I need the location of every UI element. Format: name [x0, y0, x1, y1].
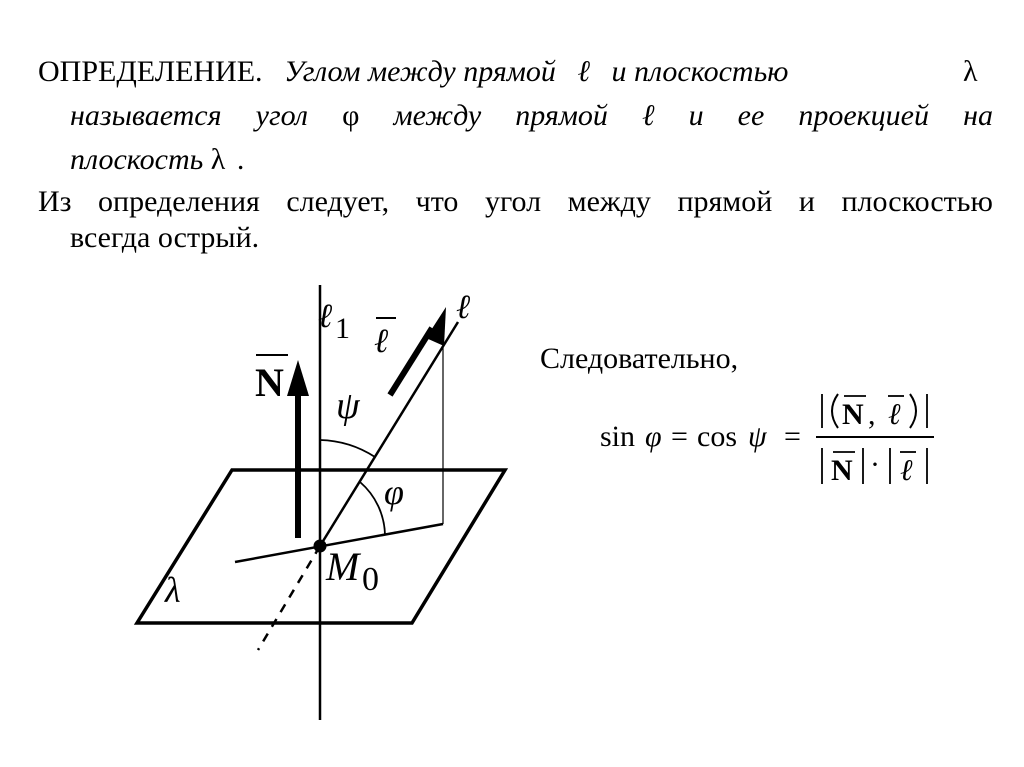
consequence-line-1-word: и — [798, 185, 815, 218]
formula-cos: cos — [697, 420, 737, 453]
consequence-line-1-word: следует, — [286, 185, 390, 218]
formula — [600, 390, 960, 500]
symbol-lambda-2: λ — [210, 143, 226, 176]
den-N: N — [831, 454, 853, 487]
definition-line-2-word: угол — [255, 99, 308, 132]
definition-period: . — [236, 143, 245, 176]
label-M: M — [326, 544, 360, 589]
num-paren-right — [910, 394, 916, 428]
label-psi: ψ — [336, 385, 360, 427]
normal-vector-arrowhead — [287, 360, 309, 396]
formula-psi: ψ — [748, 420, 767, 453]
angle-psi-arc — [320, 440, 375, 457]
angle-phi-arc — [360, 482, 385, 535]
num-comma: , — [868, 398, 876, 431]
consequence-line-1-word: определения — [98, 185, 260, 218]
definition-line-2-word: между — [393, 99, 482, 132]
point-M0 — [314, 540, 327, 553]
definition-line-2-word: называется — [70, 99, 222, 132]
definition-line-2-word: прямой — [515, 99, 608, 132]
definition-text-3: плоскость — [70, 143, 204, 176]
consequence-line-1-word: прямой — [677, 185, 773, 218]
symbol-l: ℓ — [577, 55, 590, 88]
formula-sin: sin — [600, 420, 636, 453]
consequence-line-2: всегда острый. — [70, 221, 260, 254]
direction-vector-shaft — [390, 328, 432, 395]
label-l: ℓ — [456, 289, 471, 326]
definition-text-2: и плоскостью — [611, 55, 789, 88]
den-dot: · — [870, 448, 880, 481]
definition-line-2-word: ℓ — [642, 99, 655, 132]
label-lambda: λ — [165, 570, 181, 610]
definition-line-2-word: φ — [342, 99, 360, 132]
direction-vector-arrowhead — [426, 307, 446, 346]
formula-phi: φ — [645, 420, 662, 453]
definition-term: ОПРЕДЕЛЕНИЕ. — [38, 55, 263, 88]
label-lbar: ℓ — [374, 323, 389, 360]
den-l: ℓ — [900, 454, 913, 487]
definition-line-2-word: и — [688, 99, 704, 132]
num-N: N — [842, 398, 864, 431]
symbol-lambda: λ — [963, 55, 978, 88]
consequence-line-1-word: Из — [38, 185, 72, 218]
definition-line-2-word: на — [963, 99, 993, 132]
consequence-line-1-word: что — [415, 185, 459, 218]
consequence-line-1-word: между — [567, 185, 651, 218]
hence-label: Следовательно, — [540, 342, 739, 375]
label-N: N — [255, 360, 284, 405]
formula-eq1: = — [671, 420, 688, 453]
definition-text-1: Углом между прямой — [284, 55, 556, 88]
num-l: ℓ — [888, 398, 901, 431]
definition-line-2-word: ее — [737, 99, 765, 132]
label-l1-sub: 1 — [335, 312, 350, 345]
definition-line-2-word: проекцией — [798, 99, 929, 132]
label-phi: φ — [384, 472, 404, 512]
consequence-line-1-word: плоскостью — [841, 185, 993, 218]
consequence-line-1-word: угол — [484, 185, 542, 218]
label-l1: ℓ — [318, 298, 333, 335]
num-paren-left — [832, 394, 838, 428]
label-M-sub: 0 — [362, 561, 379, 598]
line-l — [320, 322, 458, 546]
formula-eq2: = — [784, 420, 801, 453]
line-l-dashed — [258, 546, 320, 650]
